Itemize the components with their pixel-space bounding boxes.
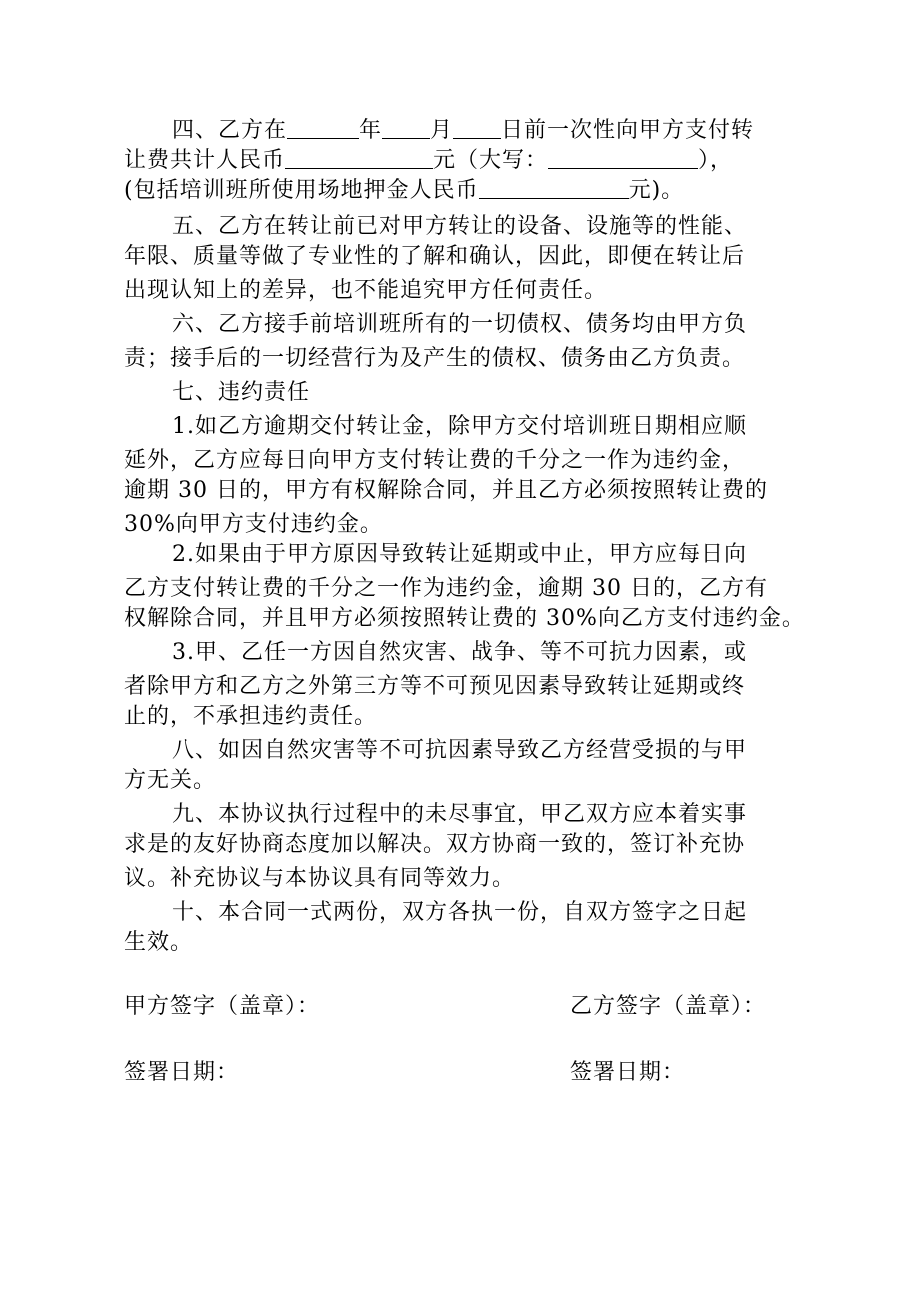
clause-4-text-f: 元（大写： xyxy=(433,148,549,173)
clause-4-text-c: 月 xyxy=(430,118,454,143)
clause-7-1-line-3: 逾期 30 日的，甲方有权解除合同，并且乙方必须按照转让费的 xyxy=(124,478,768,503)
clause-5-line-1: 五、乙方在转让前已对甲方转让的设备、设施等的性能、 xyxy=(172,214,748,239)
blank-day xyxy=(453,116,501,139)
clause-8-line-2: 方无关。 xyxy=(124,768,217,793)
clause-5-line-3: 出现认知上的差异，也不能追究甲方任何责任。 xyxy=(124,278,608,303)
clause-7-3-line-3: 止的，不承担违约责任。 xyxy=(124,704,378,729)
clause-4-text-h: (包括培训班所使用场地押金人民币 xyxy=(124,178,479,203)
blank-month xyxy=(382,116,430,139)
clause-9-line-1: 九、本协议执行过程中的未尽事宜，甲乙双方应本着实事 xyxy=(172,802,748,827)
clause-4-text-g: ）， xyxy=(698,148,734,173)
party-b-date-label: 签署日期： xyxy=(570,1060,686,1085)
party-b-signature-label: 乙方签字（盖章）： xyxy=(570,994,767,1019)
blank-deposit xyxy=(479,176,629,199)
clause-4-line-1 xyxy=(172,116,754,146)
clause-4-text-i: 元)。 xyxy=(628,178,685,203)
clause-7-2-line-3: 权解除合同，并且甲方必须按照转让费的 30%向乙方支付违约金。 xyxy=(124,606,805,631)
blank-amount-words xyxy=(548,146,698,169)
clause-10-line-1: 十、本合同一式两份，双方各执一份，自双方签字之日起 xyxy=(172,900,748,925)
clause-4-line-2 xyxy=(124,146,733,176)
clause-9-line-3: 议。补充协议与本协议具有同等效力。 xyxy=(124,866,516,891)
clause-4-line-3 xyxy=(124,176,684,206)
clause-7-2-line-1: 2.如果由于甲方原因导致转让延期或中止，甲方应每日向 xyxy=(172,542,747,567)
party-a-signature-label: 甲方签字（盖章）： xyxy=(124,994,321,1019)
clause-7-2-line-2: 乙方支付转让费的千分之一作为违约金，逾期 30 日的，乙方有 xyxy=(124,576,768,601)
clause-4-text-d: 日前一次性向甲方支付转 xyxy=(501,118,755,143)
clause-7-1-line-4: 30%向甲方支付违约金。 xyxy=(124,512,383,537)
clause-4-text-b: 年 xyxy=(359,118,383,143)
clause-7-3-line-1: 3.甲、乙任一方因自然灾害、战争、等不可抗力因素，或 xyxy=(172,640,747,665)
clause-6-line-1: 六、乙方接手前培训班所有的一切债权、债务均由甲方负 xyxy=(172,312,748,337)
clause-7-3-line-2: 者除甲方和乙方之外第三方等不可预见因素导致转让延期或终 xyxy=(124,674,746,699)
clause-4-text-a: 四、乙方在 xyxy=(172,118,288,143)
clause-4-text-e: 让费共计人民币 xyxy=(124,148,286,173)
party-a-date-label: 签署日期： xyxy=(124,1060,240,1085)
clause-5-line-2: 年限、质量等做了专业性的了解和确认，因此，即便在转让后 xyxy=(124,244,746,269)
clause-8-line-1: 八、如因自然灾害等不可抗因素导致乙方经营受损的与甲 xyxy=(172,738,748,763)
clause-10-line-2: 生效。 xyxy=(124,930,194,955)
blank-amount xyxy=(285,146,433,169)
clause-7-title: 七、违约责任 xyxy=(172,380,311,405)
clause-7-1-line-2: 延外，乙方应每日向甲方支付转让费的千分之一作为违约金， xyxy=(124,448,746,473)
blank-year xyxy=(287,116,359,139)
clause-7-1-line-1: 1.如乙方逾期交付转让金，除甲方交付培训班日期相应顺 xyxy=(172,414,747,439)
clause-9-line-2: 求是的友好协商态度加以解决。双方协商一致的，签订补充协 xyxy=(124,832,746,857)
clause-6-line-2: 责；接手后的一切经营行为及产生的债权、债务由乙方负责。 xyxy=(124,346,746,371)
